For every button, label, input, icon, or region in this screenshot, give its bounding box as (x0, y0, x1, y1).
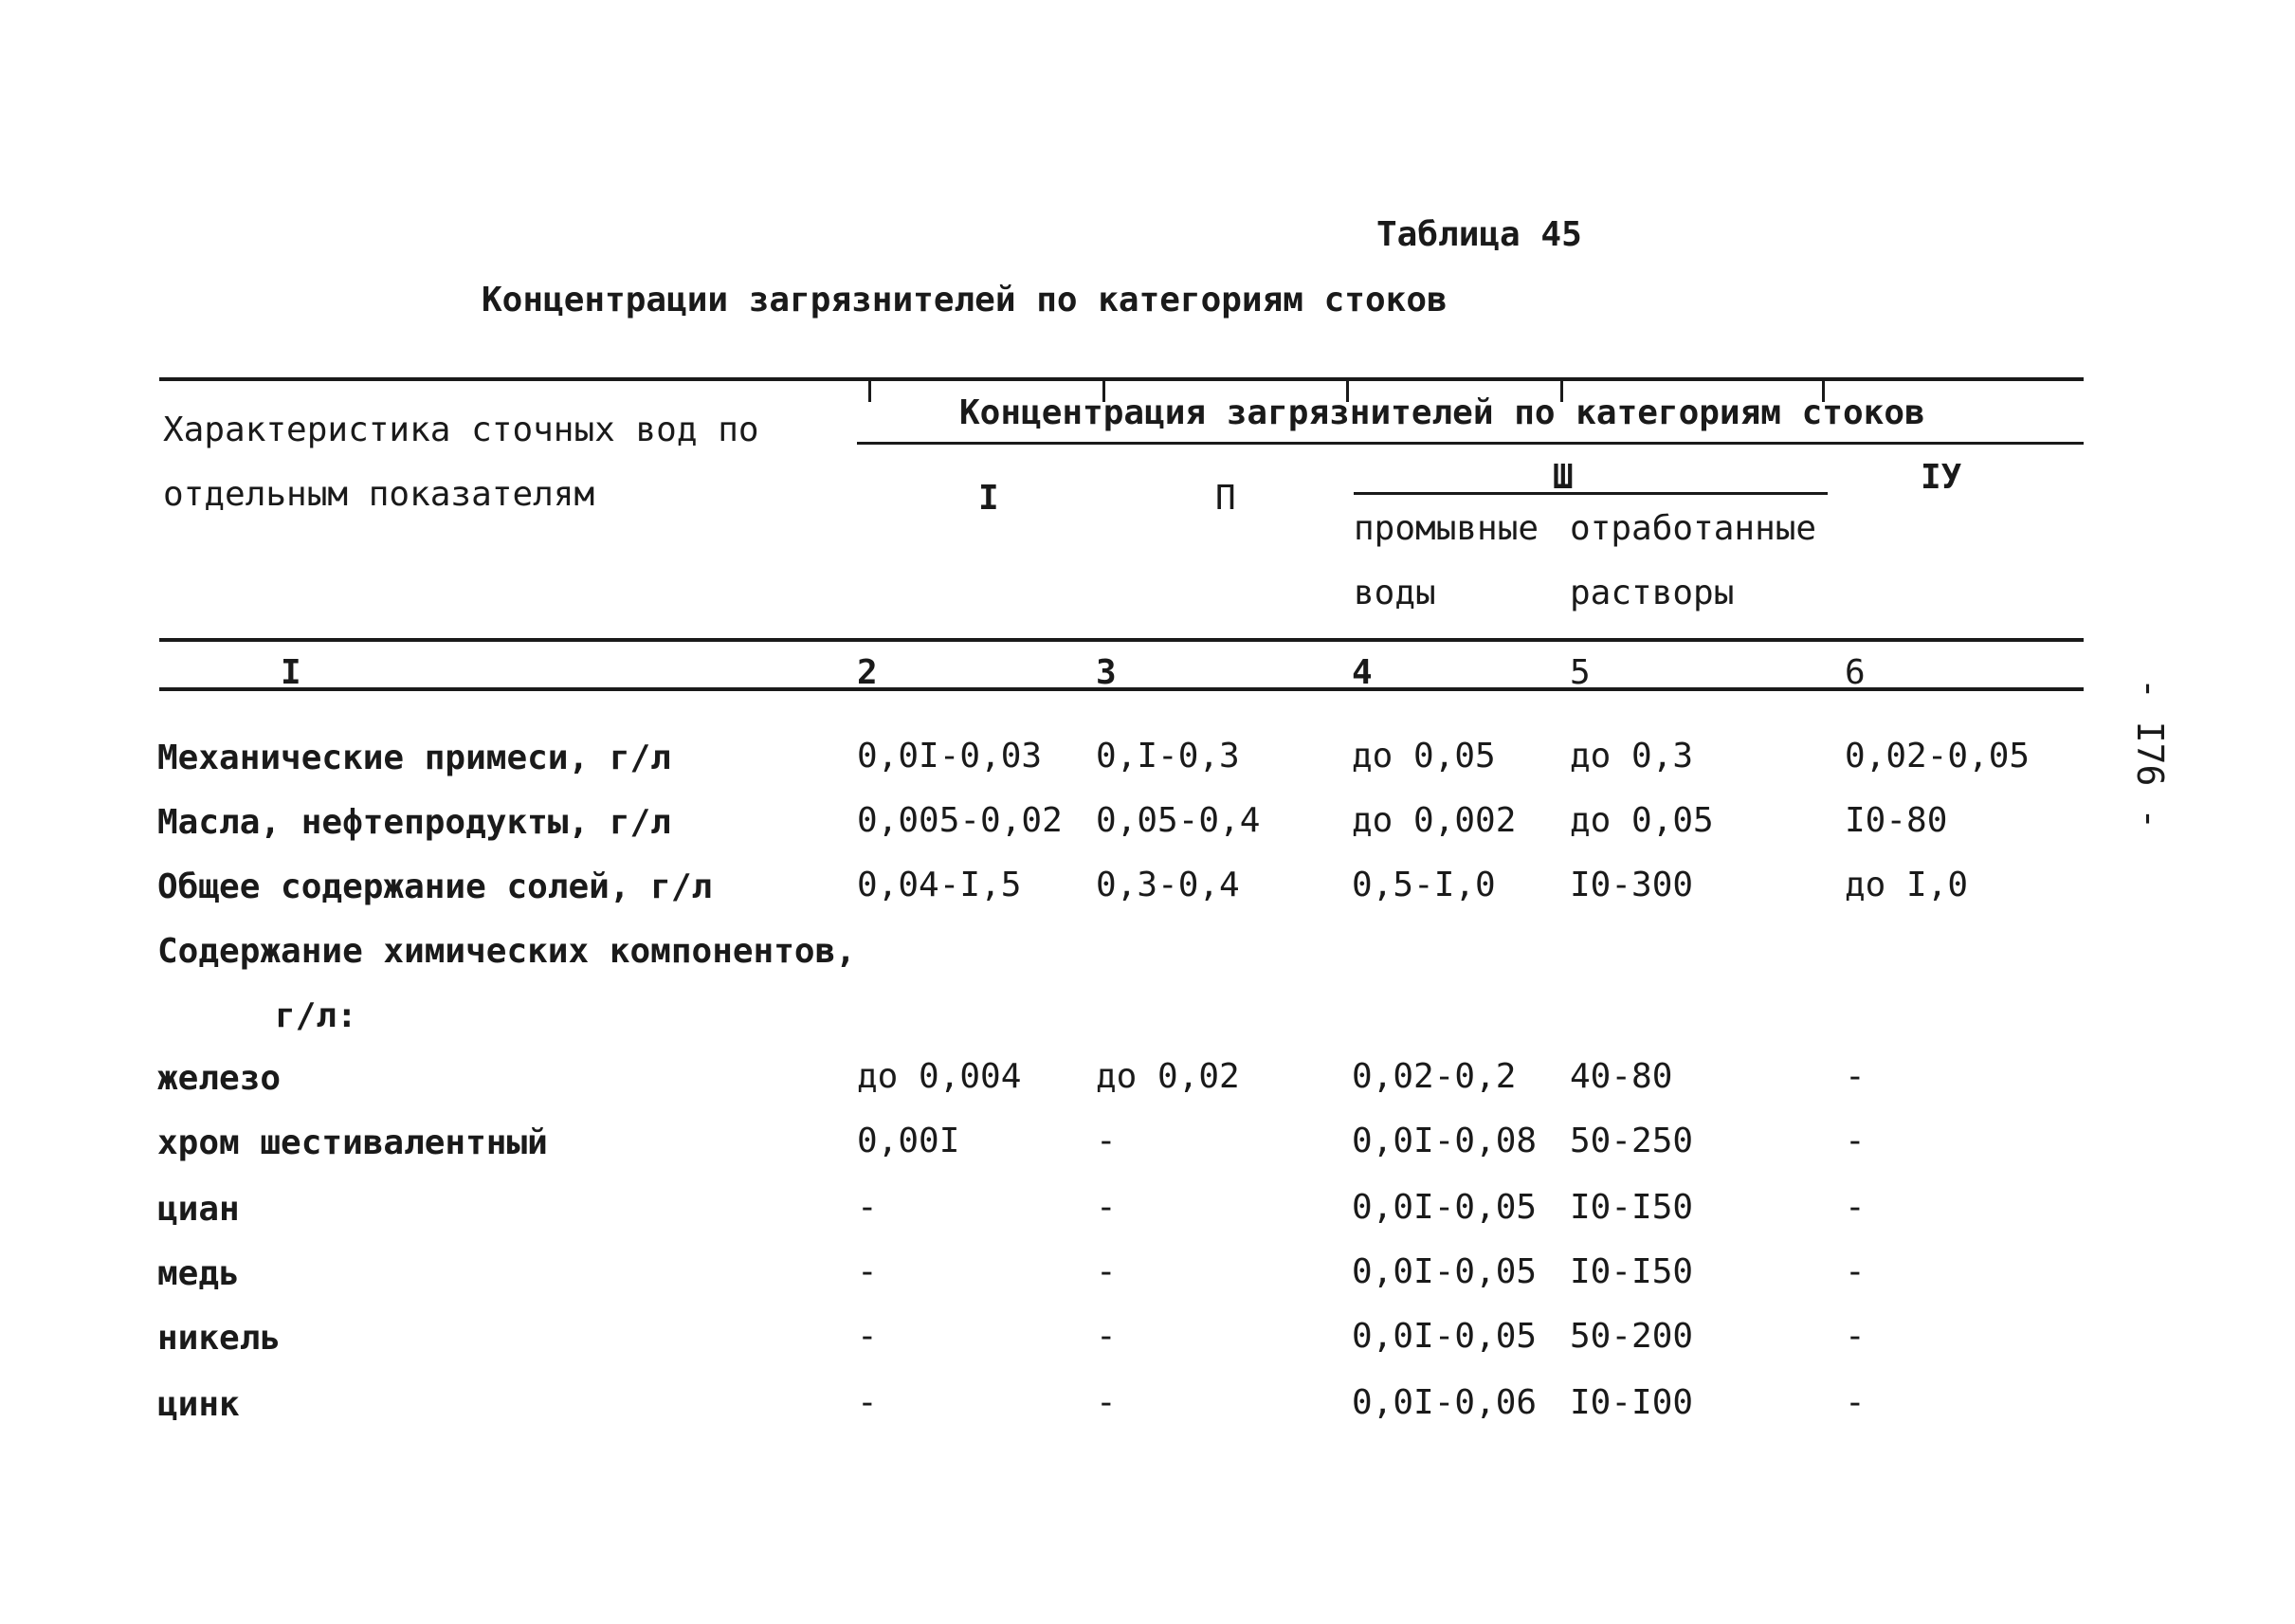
column-number-1: I (281, 653, 301, 692)
cell-cat-2: - (1096, 1383, 1117, 1422)
table-title: Концентрации загрязнителей по категориям стоков (482, 281, 1448, 319)
cell-cat-1: - (857, 1317, 878, 1356)
row-label: никель (157, 1319, 282, 1358)
category-1: I (978, 479, 999, 518)
cell-cat-4: - (1845, 1383, 1866, 1422)
column-number-5: 5 (1570, 653, 1591, 692)
table-label: Таблица 45 (1376, 215, 1582, 254)
cell-cat-4: - (1845, 1122, 1866, 1160)
cell-cat-4: - (1845, 1188, 1866, 1227)
column-number-rule (159, 687, 2084, 691)
row-header-line1: Характеристика сточных вод по (163, 411, 759, 449)
cell-spent: 50-250 (1570, 1122, 1694, 1160)
cell-cat-4: - (1845, 1252, 1866, 1291)
column-tick (868, 381, 871, 402)
cell-cat-2: - (1096, 1188, 1117, 1227)
sub-spent-line1: отработанные (1570, 509, 1817, 548)
cell-wash: 0,0I-0,05 (1352, 1252, 1538, 1291)
cell-wash: до 0,05 (1352, 737, 1496, 776)
category-3-rule (1354, 492, 1828, 495)
column-number-4: 4 (1352, 653, 1373, 692)
sub-wash-line2: воды (1354, 574, 1436, 612)
cell-cat-2: 0,3-0,4 (1096, 866, 1240, 904)
group-header-rule (857, 442, 2084, 445)
cell-spent: I0-I00 (1570, 1383, 1694, 1422)
row-label: медь (157, 1254, 240, 1293)
cell-cat-4: I0-80 (1845, 801, 1948, 840)
row-label: цинк (157, 1385, 240, 1424)
cell-spent: I0-300 (1570, 866, 1694, 904)
row-label: железо (157, 1059, 282, 1098)
page-number: - I76 - (2129, 678, 2171, 830)
cell-cat-2: - (1096, 1122, 1117, 1160)
cell-wash: до 0,002 (1352, 801, 1517, 840)
cell-cat-2: - (1096, 1252, 1117, 1291)
cell-cat-4: 0,02-0,05 (1845, 737, 2031, 776)
cell-cat-1: 0,04-I,5 (857, 866, 1022, 904)
category-2: П (1215, 479, 1236, 518)
cell-cat-2: 0,I-0,3 (1096, 737, 1240, 776)
cell-spent: 50-200 (1570, 1317, 1694, 1356)
sub-wash-line1: промывные (1354, 509, 1539, 548)
cell-cat-1: - (857, 1252, 878, 1291)
column-number-2: 2 (857, 653, 878, 692)
cell-cat-1: - (857, 1188, 878, 1227)
row-label: Механические примеси, г/л (157, 739, 671, 777)
cell-cat-1: 0,0I-0,03 (857, 737, 1043, 776)
cell-wash: 0,0I-0,05 (1352, 1317, 1538, 1356)
cell-cat-4: - (1845, 1057, 1866, 1096)
subheading-line1: Содержание химических компонентов, (157, 932, 856, 971)
table-top-rule (159, 377, 2084, 381)
cell-wash: 0,02-0,2 (1352, 1057, 1517, 1096)
row-label: Масла, нефтепродукты, г/л (157, 803, 671, 842)
header-bottom-rule (159, 638, 2084, 642)
cell-spent: I0-I50 (1570, 1188, 1694, 1227)
column-number-3: 3 (1096, 653, 1117, 692)
column-number-6: 6 (1845, 653, 1866, 692)
category-3: Ш (1553, 458, 1574, 497)
cell-wash: 0,0I-0,05 (1352, 1188, 1538, 1227)
cell-cat-2: 0,05-0,4 (1096, 801, 1261, 840)
cell-spent: до 0,05 (1570, 801, 1714, 840)
cell-spent: 40-80 (1570, 1057, 1673, 1096)
cell-cat-1: 0,00I (857, 1122, 960, 1160)
cell-cat-4: до I,0 (1845, 866, 1969, 904)
cell-spent: до 0,3 (1570, 737, 1694, 776)
cell-wash: 0,5-I,0 (1352, 866, 1496, 904)
row-header-line2: отдельным показателям (163, 475, 595, 514)
subheading-line2: г/л: (275, 996, 357, 1035)
row-label: циан (157, 1190, 240, 1229)
row-label: хром шестивалентный (157, 1123, 548, 1162)
group-header: Концентрация загрязнителей по категориям стоков (959, 393, 1925, 432)
cell-cat-1: 0,005-0,02 (857, 801, 1063, 840)
row-label: Общее содержание солей, г/л (157, 867, 713, 906)
category-4: IУ (1921, 458, 1962, 497)
sub-spent-line2: растворы (1570, 574, 1735, 612)
cell-spent: I0-I50 (1570, 1252, 1694, 1291)
cell-cat-1: - (857, 1383, 878, 1422)
cell-cat-2: - (1096, 1317, 1117, 1356)
cell-wash: 0,0I-0,08 (1352, 1122, 1538, 1160)
cell-cat-1: до 0,004 (857, 1057, 1022, 1096)
cell-wash: 0,0I-0,06 (1352, 1383, 1538, 1422)
cell-cat-2: до 0,02 (1096, 1057, 1240, 1096)
cell-cat-4: - (1845, 1317, 1866, 1356)
